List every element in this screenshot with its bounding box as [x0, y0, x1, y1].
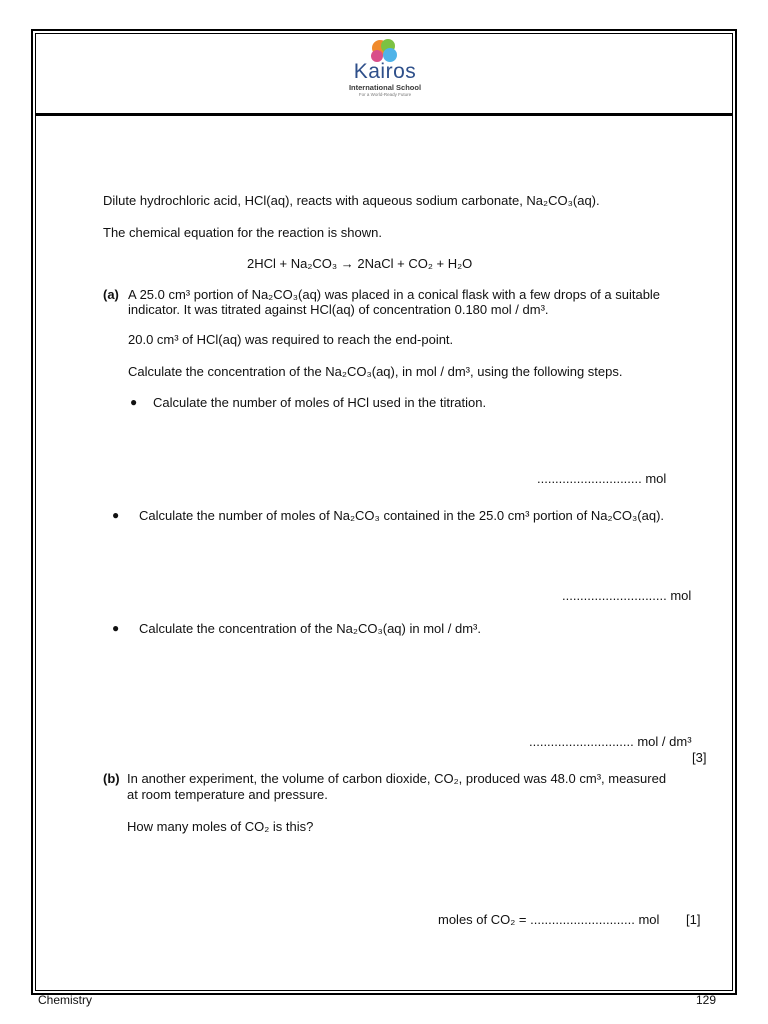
header-divider [35, 113, 733, 116]
logo-subtitle: International School [348, 83, 422, 92]
bullet-icon: ● [112, 621, 120, 635]
part-a-label: (a) [103, 287, 119, 302]
logo-tagline: For a World-Ready Future [358, 92, 412, 97]
page-number: 129 [696, 993, 717, 1007]
intro-line-2: The chemical equation for the reaction is shown. [103, 225, 382, 240]
part-a-line-4: Calculate the concentration of the Na₂CO₃(aq), in mol / dm³, using the following steps. [128, 364, 623, 379]
part-b-answer-line: moles of CO₂ = ............................. mol [438, 912, 660, 927]
step-1-text: Calculate the number of moles of HCl used in the titration. [153, 395, 487, 410]
part-b-label: (b) [103, 771, 120, 786]
intro-line-1: Dilute hydrochloric acid, HCl(aq), reacts with aqueous sodium carbonate, Na₂CO₃(aq). [103, 193, 600, 208]
part-a-line-3: 20.0 cm³ of HCl(aq) was required to reach the end-point. [128, 332, 454, 347]
answer-line-2: ............................. mol [562, 588, 692, 603]
part-a-line-1: A 25.0 cm³ portion of Na₂CO₃(aq) was placed in a conical flask with a few drops of a suitable [128, 287, 661, 302]
answer-line-3: ............................. mol / dm³ [529, 734, 692, 749]
part-a-line-2: indicator. It was titrated against HCl(aq) of concentration 0.180 mol / dm³. [128, 302, 549, 317]
school-logo [330, 38, 440, 100]
part-b-marks: [1] [686, 912, 701, 927]
bullet-icon: ● [130, 395, 138, 409]
step-2-text: Calculate the number of moles of Na₂CO₃ contained in the 25.0 cm³ portion of Na₂CO₃(aq). [139, 508, 665, 523]
logo-name: Kairos [353, 60, 417, 83]
part-b-line-1: In another experiment, the volume of carbon dioxide, CO₂, produced was 48.0 cm³, measured [127, 771, 667, 786]
chemical-equation: 2HCl + Na₂CO₃ → 2NaCl + CO₂ + H₂O [247, 256, 473, 271]
bullet-icon: ● [112, 508, 120, 522]
part-b-line-2: at room temperature and pressure. [127, 787, 328, 802]
part-b-line-3: How many moles of CO₂ is this? [127, 819, 314, 834]
answer-line-1: ............................. mol [537, 471, 667, 486]
footer-subject: Chemistry [38, 993, 93, 1007]
part-a-marks: [3] [692, 750, 707, 765]
step-3-text: Calculate the concentration of the Na₂CO₃(aq) in mol / dm³. [139, 621, 481, 636]
